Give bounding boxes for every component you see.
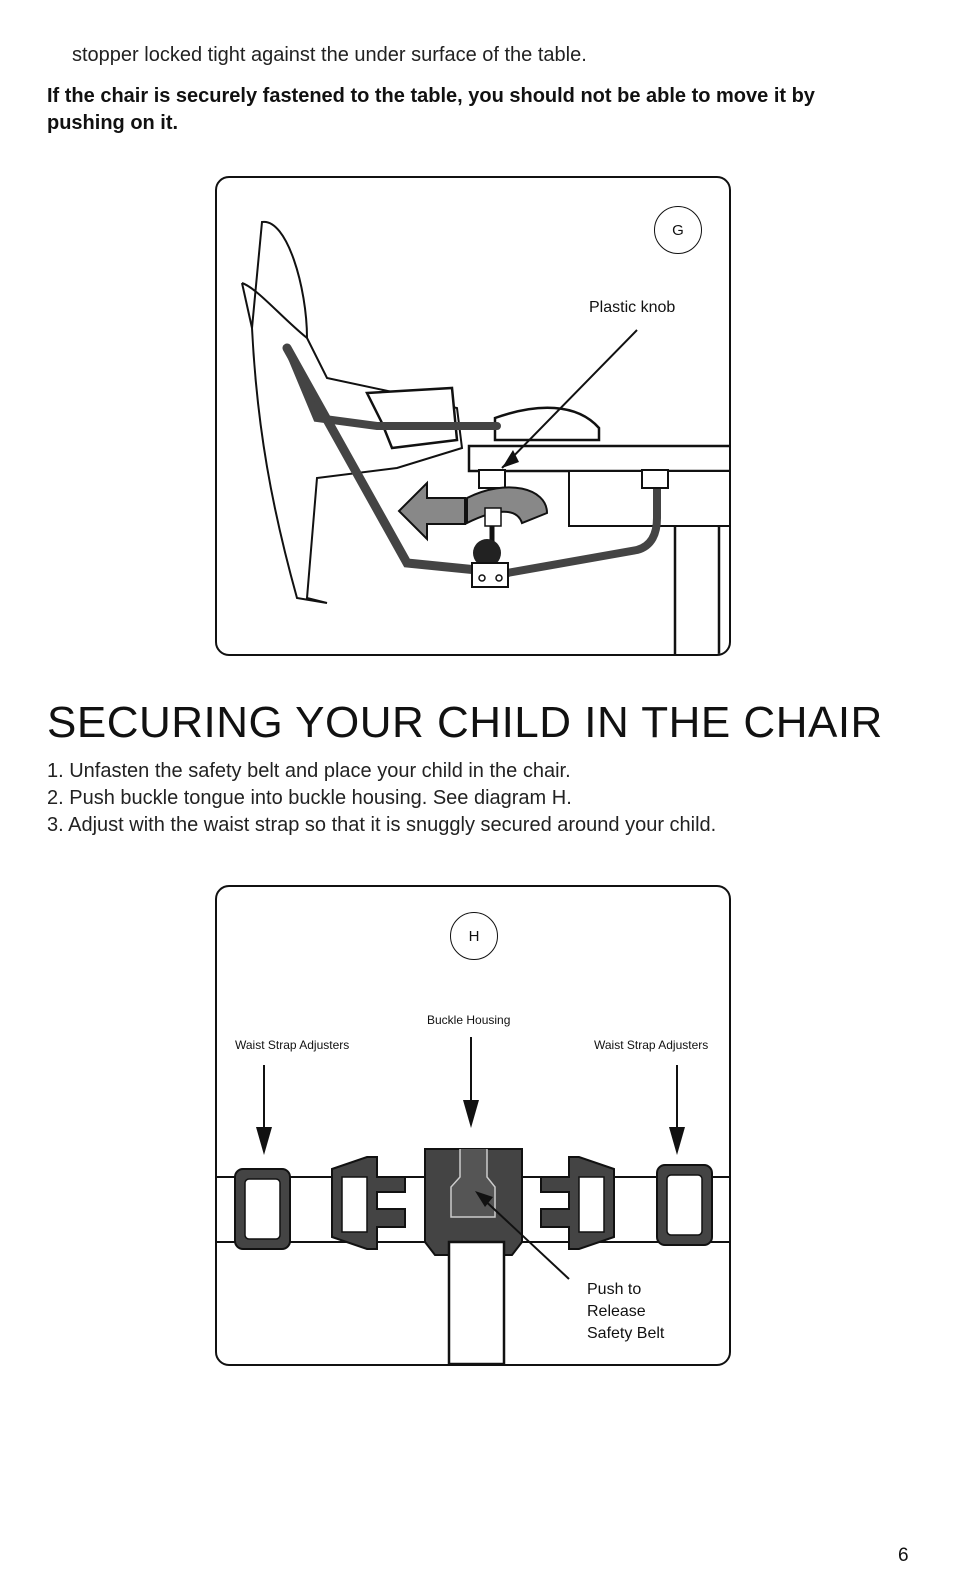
plastic-knob-label: Plastic knob [589,299,676,316]
step-3: 3. Adjust with the waist strap so that it is snuggly secured around your child. [47,814,717,836]
buckle-housing-label: Buckle Housing [427,1013,511,1027]
figure-h-label: H [450,912,498,960]
figure-g [215,176,731,656]
push-to-release-label [587,1279,664,1345]
waist-strap-adjusters-left-label: Waist Strap Adjusters [235,1038,350,1052]
waist-strap-adjusters-right-label: Waist Strap Adjusters [594,1038,709,1052]
chair-illustration [217,178,729,654]
step-2: 2. Push buckle tongue into buckle housing. See diagram H. [47,787,572,809]
continuation-text: stopper locked tight against the under surface of the table. [72,44,587,66]
push-line-2: Release [587,1303,646,1320]
safety-note: If the chair is securely fastened to the table, you should not be able to move it by pushing on it. [47,85,815,134]
push-line-1: Push to [587,1281,642,1298]
figure-h [215,885,731,1366]
push-line-3: Safety Belt [587,1325,665,1342]
section-heading: SECURING YOUR CHILD IN THE CHAIR [47,698,883,747]
step-1: 1. Unfasten the safety belt and place your child in the chair. [47,760,571,782]
figure-g-label: G [654,206,702,254]
steps-list [47,758,927,839]
page-number: 6 [898,1545,909,1566]
